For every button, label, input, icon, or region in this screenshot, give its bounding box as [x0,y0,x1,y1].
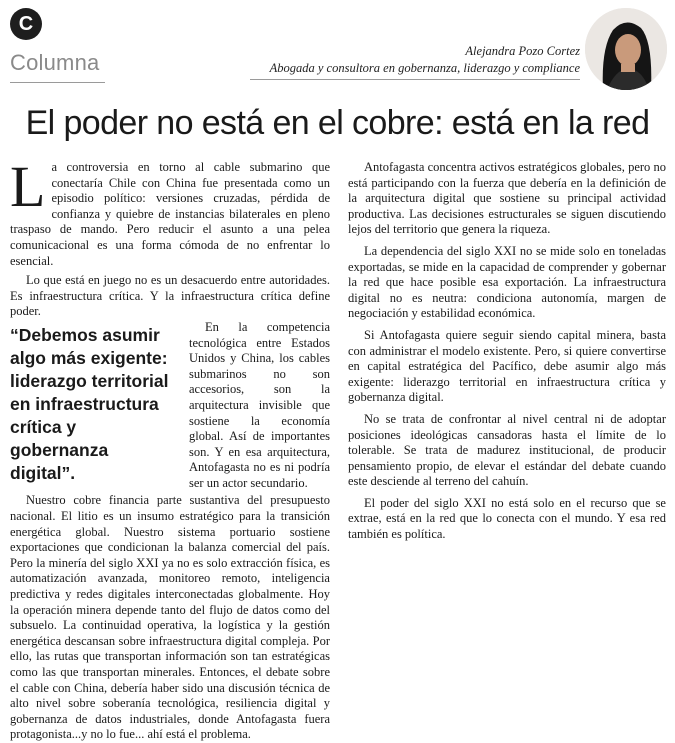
paragraph-7: Si Antofagasta quiere seguir siendo capital minera, basta con administrar el modelo existente. Pero, si quiere convertirse en capital estratégica del Pacífico, debe asumir algo más exigente: liderazgo territorial en infraestructura crítica y gobernanza digital. [348,327,666,405]
article-column-left [10,154,330,743]
drop-cap: L [10,154,46,219]
author-portrait-image [585,8,667,90]
paragraph-4: Nuestro cobre financia parte sustantiva del presupuesto nacional. El litio es un insumo estratégico para la transición energética global. Nuestro sistema portuario sostiene exportaciones que condicionan la balanza comercial del país. Pero la minería del siglo XXI ya no es solo extracción física, es automatización avanzada, monitoreo remoto, inteligencia predictiva y redes digitales interconectadas globalmente. Hoy la operación minera depende tanto del flujo de datos como del subsuelo. La continuidad operativa, la logística y la gestión energética descansan sobre infraestructura digital compleja. Por ello, las rutas que transportan información son tan estratégicas como las que transportan minerales. Entonces, el debate sobre el cable con China, debería haber sido una discusión técnica de alto nivel sobre soberanía tecnológica, resiliencia digital y gobernanza de datos industriales, donde Antofagasta fuera protagonista...y no lo fue... ahí está el problema. [10,493,330,742]
paragraph-8: No se trata de confrontar al nivel central ni de adoptar posiciones ideológicas cansadoras hasta el límite de lo tolerable. Se trata de madurez institucional, de producir pensamiento propio, de elevar el estándar del debate cuando este desciende al terreno del cahuín. [348,411,666,489]
pull-quote: “Debemos asumir algo más exigente: liderazgo territorial en infraestructura crítica y gobernanza digital”. [10,324,169,483]
article-column-right [348,160,666,549]
author-divider [250,79,580,80]
paragraph-2: Lo que está en juego no es un desacuerdo entre autoridades. Es infraestructura crítica. Y la infraestructura crítica define poder. [10,273,330,319]
section-label: Columna [10,50,100,75]
section-divider [10,82,105,83]
lead-paragraph [10,154,330,269]
paragraph-9: El poder del siglo XXI no está solo en el recurso que se extrae, está en la red que lo conecta con el mundo. Y esa red también es política. [348,495,666,542]
author-role: Abogada y consultora en gobernanza, liderazgo y compliance [269,61,580,75]
paragraph-1: a controversia en torno al cable submarino que conectaría Chile con China fue presentada como un episodio político: versiones cruzadas, pérdida de confianza y quiebre de instancias bilaterales en pleno traspaso de mando. Pero reducir el asunto a una pelea comunicacional es una forma cómoda de no enfrentar lo esencial. [10,160,330,268]
paragraph-5: Antofagasta concentra activos estratégicos globales, pero no está participando con la fuerza que debería en la definición de la arquitectura digital que sostiene su principal actividad productiva. Las decisiones estructurales se siguen discutiendo lejos del territorio que genera la riqueza. [348,160,666,237]
author-name: Alejandra Pozo Cortez [465,44,580,58]
paragraph-3: En la competencia tecnológica entre Estados Unidos y China, los cables submarinos no son accesorios, son la arquitectura invisible que sostiene la economía global. Así de importantes son. Y en esa arquitectura, Antofagasta no es ni podría ser un actor secundario. [189,319,330,490]
author-photo [585,8,667,90]
paragraph-6: La dependencia del siglo XXI no se mide solo en toneladas exportadas, se mide en la capacidad de comprender y gobernar la red que hace posible esa exportación. La infraestructura digital no es neutra: condiciona autonomía, margen de negociación y estabilidad económica. [348,243,666,321]
section-badge: C [10,8,42,40]
headline: El poder no está en el cobre: está en la red [25,104,650,142]
